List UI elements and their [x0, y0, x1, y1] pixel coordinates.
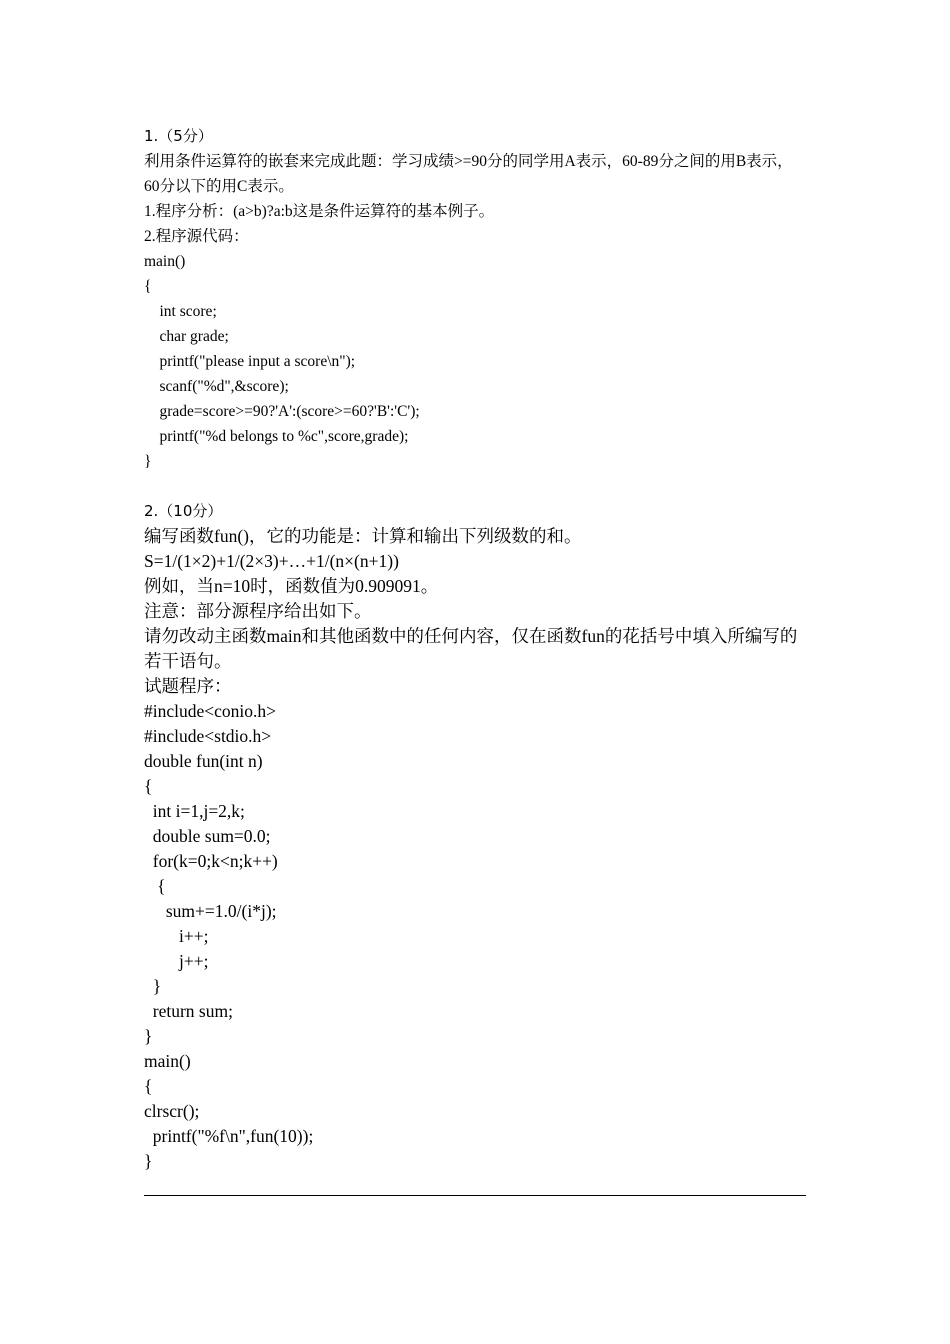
code-line: } — [144, 1151, 153, 1171]
question-2-formula: S=1/(1×2)+1/(2×3)+…+1/(n×(n+1)) — [144, 551, 399, 571]
code-line: printf("%d belongs to %c",score,grade); — [144, 428, 409, 445]
code-line: j++; — [144, 951, 209, 971]
code-line: #include<stdio.h> — [144, 726, 272, 746]
code-line: int i=1,j=2,k; — [144, 801, 245, 821]
code-line: main() — [144, 1051, 191, 1071]
document-page — [144, 124, 806, 1174]
question-1-heading: 1.（5分） — [144, 127, 213, 145]
question-1 — [144, 124, 806, 474]
code-line: for(k=0;k<n;k++) — [144, 851, 278, 871]
code-line: } — [144, 1026, 153, 1046]
code-line: } — [144, 453, 152, 470]
code-line: main() — [144, 253, 186, 270]
question-2-program-label: 试题程序： — [144, 676, 232, 696]
code-line: sum+=1.0/(i*j); — [144, 901, 277, 921]
code-line: { — [144, 278, 152, 295]
code-line: double sum=0.0; — [144, 826, 271, 846]
code-line: int score; — [144, 303, 217, 320]
question-2 — [144, 499, 806, 1174]
code-line: i++; — [144, 926, 209, 946]
code-line: { — [144, 1076, 153, 1096]
question-2-instruction: 请勿改动主函数main和其他函数中的任何内容，仅在函数fun的花括号中填入所编写的若干语句。 — [144, 626, 798, 671]
code-line: { — [144, 876, 166, 896]
code-line: } — [144, 976, 162, 996]
code-line: printf("%f\n",fun(10)); — [144, 1126, 314, 1146]
code-line: double fun(int n) — [144, 751, 263, 771]
question-1-analysis: 1.程序分析：(a>b)?a:b这是条件运算符的基本例子。 — [144, 203, 495, 220]
code-line: char grade; — [144, 328, 229, 345]
code-line: printf("please input a score\n"); — [144, 353, 356, 370]
question-2-example: 例如，当n=10时，函数值为0.909091。 — [144, 576, 439, 596]
question-2-note: 注意：部分源程序给出如下。 — [144, 601, 372, 621]
question-2-heading: 2.（10分） — [144, 502, 223, 520]
footer-divider — [144, 1195, 806, 1196]
code-line: #include<conio.h> — [144, 701, 277, 721]
section-gap — [144, 474, 806, 499]
code-line: scanf("%d",&score); — [144, 378, 289, 395]
question-2-prompt: 编写函数fun()，它的功能是：计算和输出下列级数的和。 — [144, 526, 582, 546]
code-line: clrscr(); — [144, 1101, 200, 1121]
code-line: { — [144, 776, 153, 796]
code-line: grade=score>=90?'A':(score>=60?'B':'C'); — [144, 403, 420, 420]
code-line: return sum; — [144, 1001, 233, 1021]
question-1-prompt: 利用条件运算符的嵌套来完成此题：学习成绩>=90分的同学用A表示，60-89分之间的用B表示，60分以下的用C表示。 — [144, 153, 793, 195]
question-1-source-label: 2.程序源代码： — [144, 228, 249, 245]
